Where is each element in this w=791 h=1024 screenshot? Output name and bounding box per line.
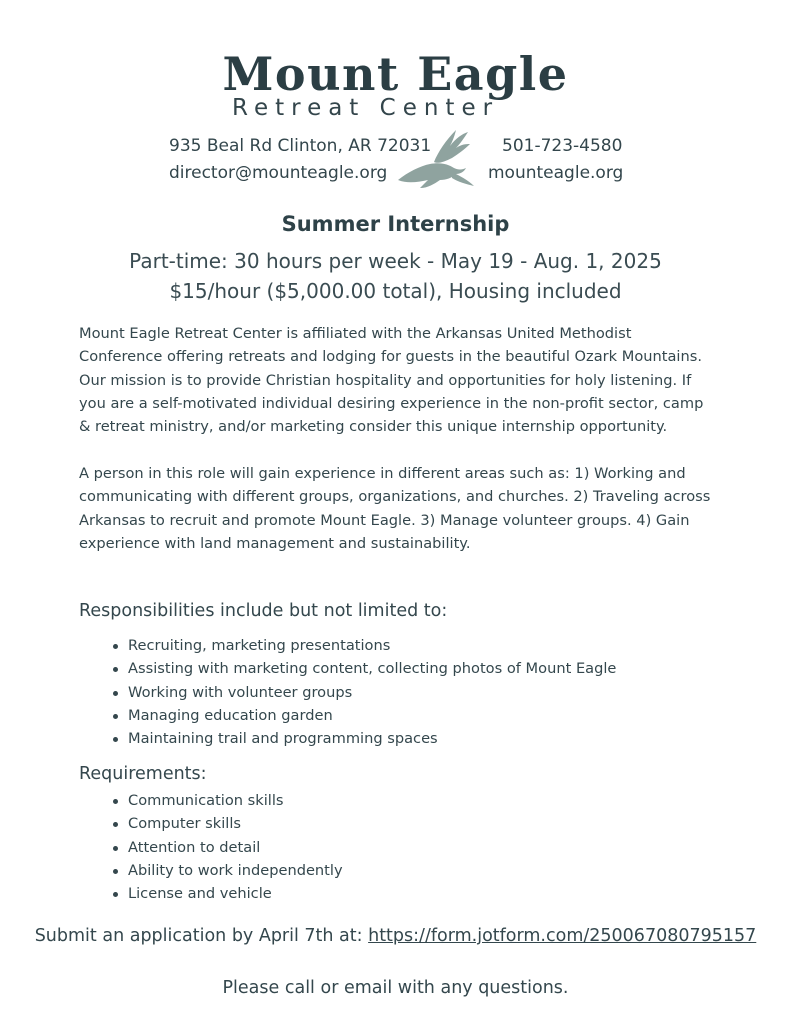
list-item: Recruiting, marketing presentations <box>110 634 616 657</box>
list-item: Maintaining trail and programming spaces <box>110 727 616 750</box>
list-item: Working with volunteer groups <box>110 681 616 704</box>
submit-line <box>0 924 791 948</box>
logo-subtitle: Retreat Center <box>232 95 500 121</box>
list-item: Managing education garden <box>110 704 616 727</box>
list-item: Computer skills <box>110 812 343 835</box>
responsibilities-list <box>110 634 616 750</box>
list-item: Communication skills <box>110 789 343 812</box>
list-item: License and vehicle <box>110 882 343 905</box>
list-item: Ability to work independently <box>110 859 343 882</box>
submit-text: Submit an application by April 7th at: <box>34 926 369 946</box>
logo-title: Mount Eagle <box>222 47 569 101</box>
application-link[interactable]: https://form.jotform.com/250067080795157 <box>368 926 757 946</box>
schedule-line: Part-time: 30 hours per week - May 19 - Aug. 1, 2025 <box>129 249 662 273</box>
website: mounteagle.org <box>488 163 624 183</box>
eagle-icon <box>394 128 474 190</box>
requirements-heading: Requirements: <box>79 764 207 784</box>
intro-paragraph: Mount Eagle Retreat Center is affiliated with the Arkansas United Methodist Conference offering retreats and lodging for guests in the beautiful Ozark Mountains. Our mission is to provide Christian hospitality and opportunities for holy listening. If you are a self-motivated individual desiring experience in the non-profit sector, camp & retreat ministry, and/or marketing consider this unique internship opportunity. <box>79 325 704 436</box>
requirements-list <box>110 789 343 905</box>
internship-title: Summer Internship <box>281 212 510 236</box>
role-paragraph: A person in this role will gain experience in different areas such as: 1) Working and communicating with different groups, organizations, and churches. 2) Traveling across Arkansas to recruit and promote Mount Eagle. 3) Manage volunteer groups. 4) Gain experience with land management and sustainability. <box>79 465 711 552</box>
phone-number: 501-723-4580 <box>502 136 623 156</box>
pay-line: $15/hour ($5,000.00 total), Housing included <box>169 279 622 303</box>
list-item: Attention to detail <box>110 836 343 859</box>
address: 935 Beal Rd Clinton, AR 72031 <box>169 136 432 156</box>
closing-note: Please call or email with any questions. <box>222 978 569 998</box>
list-item: Assisting with marketing content, collecting photos of Mount Eagle <box>110 657 616 680</box>
responsibilities-heading: Responsibilities include but not limited to: <box>79 601 448 621</box>
email-address: director@mounteagle.org <box>169 163 388 183</box>
